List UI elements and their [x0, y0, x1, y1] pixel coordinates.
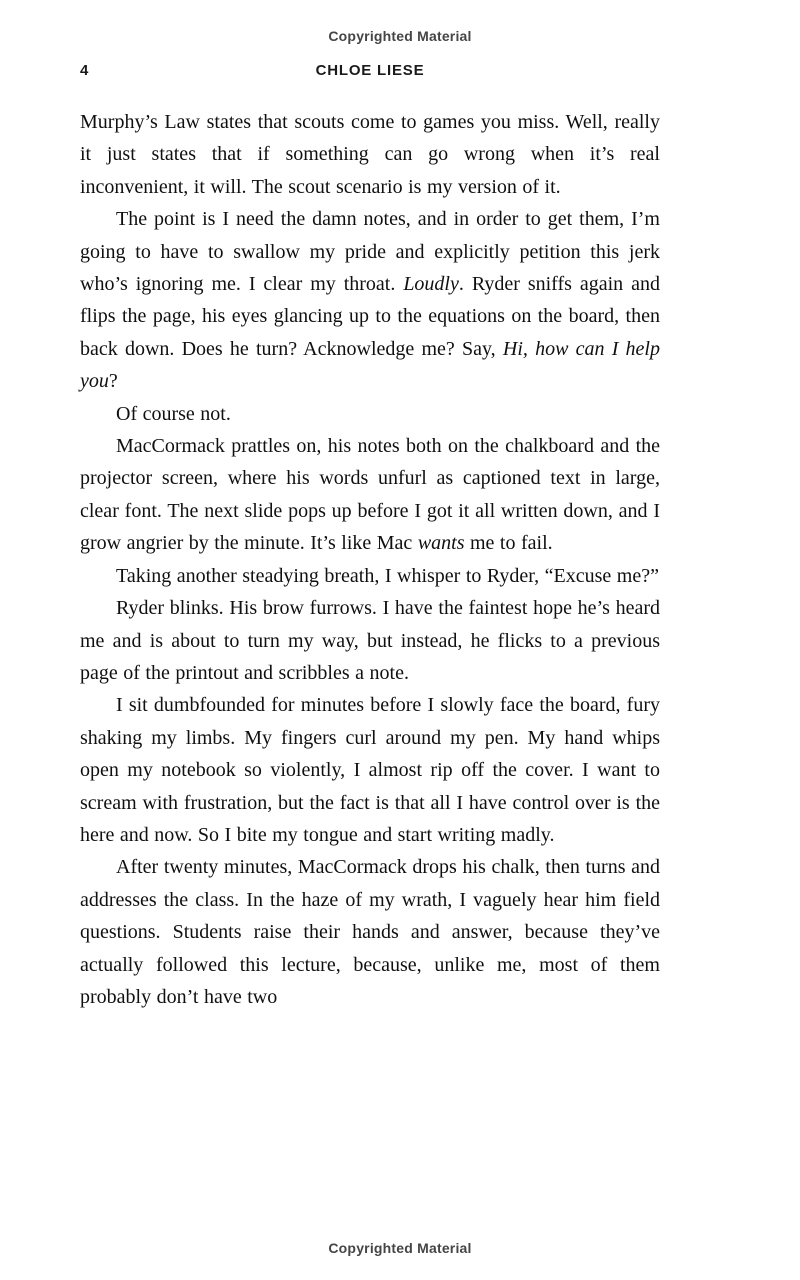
text-run: Of course not.	[116, 402, 231, 425]
text-run: After twenty minutes, MacCormack drops his chalk, then turns and addresses the class. In the haze of my wrath, I vaguely hear him field questions. Students raise their hands and answer, because they’ve actually followed this lecture, because, unlike me, most of them probably don’t have two	[80, 856, 660, 1008]
italic-text-run: Hi, how can I help you	[80, 337, 660, 393]
text-run: me to fail.	[464, 532, 553, 555]
text-run: Ryder blinks. His brow furrows. I have the faintest hope he’s heard me and is about to turn my way, but instead, he flicks to a previous page of the printout and scribbles a note.	[80, 597, 660, 684]
copyright-notice-bottom: Copyrighted Material	[328, 1240, 472, 1256]
body-text	[80, 106, 660, 1013]
text-run: The point is I need the damn notes, and in order to get them, I’m going to have to swallow my pride and explicitly petition this jerk who’s ignoring me. I clear my throat.	[80, 208, 660, 296]
italic-text-run: wants	[417, 532, 465, 555]
text-run: MacCormack prattles on, his notes both on the chalkboard and the projector screen, where his words unfurl as captioned text in large, clear font. The next slide pops up before I got it all written down, and I grow angrier by the minute. It’s like Mac	[80, 435, 660, 555]
paragraph	[80, 398, 660, 430]
italic-text-run: Loudly	[403, 273, 459, 296]
paragraph	[80, 851, 660, 1013]
paragraph	[80, 106, 660, 203]
paragraph	[80, 592, 660, 689]
text-run: Taking another steadying breath, I whisper to Ryder, “Excuse me?”	[116, 564, 659, 587]
paragraph	[80, 203, 660, 397]
text-run: ?	[108, 370, 118, 393]
author-name: CHLOE LIESE	[315, 62, 425, 79]
text-run: I sit dumbfounded for minutes before I slowly face the board, fury shaking my limbs. My fingers curl around my pen. My hand whips open my notebook so violently, I almost rip off the cover. I want to scream with frustration, but the fact is that all I have control over is the here and now. So I bite my tongue and start writing madly.	[80, 694, 660, 846]
text-run: Murphy’s Law states that scouts come to games you miss. Well, really it just states that if something can go wrong when it’s real inconvenient, it will. The scout scenario is my version of it.	[80, 111, 660, 198]
paragraph	[80, 689, 660, 851]
paragraph	[80, 430, 660, 560]
page-number: 4	[80, 62, 89, 79]
text-run: . Ryder sniffs again and flips the page, his eyes glancing up to the equations on the board, then back down. Does he turn? Acknowledge me? Say,	[80, 273, 660, 360]
running-header	[80, 62, 660, 82]
copyright-notice-top: Copyrighted Material	[328, 28, 472, 44]
paragraph	[80, 560, 660, 592]
